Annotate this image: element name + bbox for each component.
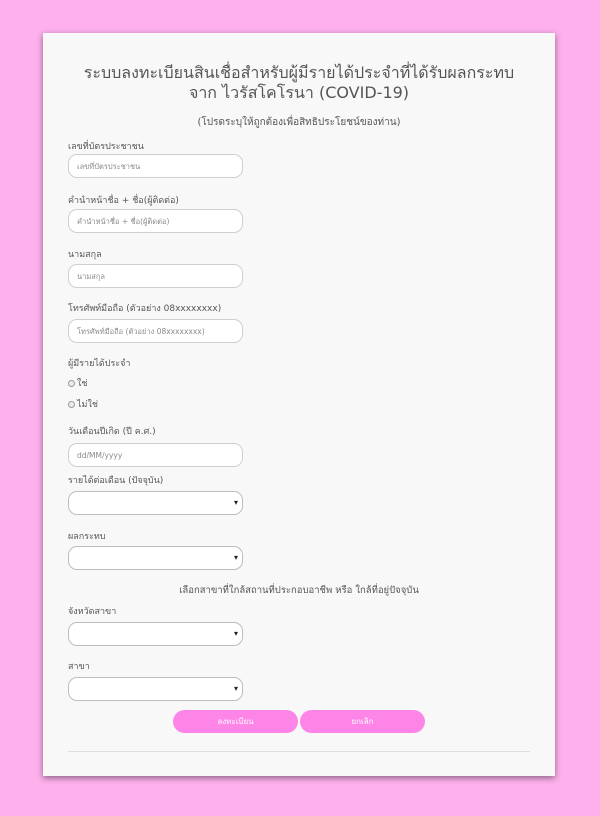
radio-icon[interactable] <box>68 401 75 408</box>
regular-income-no-option[interactable] <box>68 397 98 411</box>
regular-income-yes-option[interactable] <box>68 376 88 390</box>
mobile-input[interactable] <box>68 319 243 343</box>
last-name-input[interactable] <box>68 264 243 288</box>
monthly-income-label: รายได้ต่อเดือน (ปัจจุบัน) <box>68 476 164 486</box>
branch-province-select[interactable] <box>68 622 243 646</box>
first-name-input[interactable] <box>68 209 243 233</box>
mobile-label: โทรศัพท์มือถือ (ตัวอย่าง 08xxxxxxxx) <box>68 304 222 314</box>
chevron-down-icon: ▾ <box>233 498 238 507</box>
birth-date-input[interactable] <box>68 443 243 467</box>
last-name-label: นามสกุล <box>68 250 102 260</box>
chevron-down-icon: ▾ <box>233 629 238 638</box>
birth-date-label: วันเดือนปีเกิด (ปี ค.ศ.) <box>68 427 156 437</box>
regular-income-no-label: ไม่ใช่ <box>77 400 98 410</box>
form-subtitle: (โปรดระบุให้ถูกต้องเพื่อสิทธิประโยชน์ของท่าน) <box>197 117 401 128</box>
branch-province-label: จังหวัดสาขา <box>68 607 117 617</box>
radio-icon[interactable] <box>68 380 75 387</box>
chevron-down-icon: ▾ <box>233 684 238 693</box>
id-card-label: เลขที่บัตรประชาชน <box>68 142 144 152</box>
chevron-down-icon: ▾ <box>233 553 238 562</box>
register-button[interactable]: ลงทะเบียน <box>173 710 298 733</box>
impact-select[interactable] <box>68 546 243 570</box>
regular-income-yes-label: ใช่ <box>77 379 88 389</box>
form-divider <box>68 751 530 752</box>
form-title: ระบบลงทะเบียนสินเชื่อสำหรับผู้มีรายได้ประจำที่ได้รับผลกระทบจาก ไวรัสโคโรนา (COVID-19) <box>83 63 515 102</box>
branch-label: สาขา <box>68 662 90 672</box>
first-name-label: คำนำหน้าชื่อ + ชื่อ(ผู้ติดต่อ) <box>68 196 179 206</box>
id-card-input[interactable] <box>68 154 243 178</box>
cancel-button[interactable]: ยกเลิก <box>300 710 425 733</box>
impact-label: ผลกระทบ <box>68 532 106 542</box>
regular-income-label: ผู้มีรายได้ประจำ <box>68 359 131 369</box>
branch-select[interactable] <box>68 677 243 701</box>
registration-form-card <box>43 33 555 776</box>
branch-section-heading: เลือกสาขาที่ใกล้สถานที่ประกอบอาชีพ หรือ ใกล้ที่อยู่ปัจจุบัน <box>179 585 419 596</box>
monthly-income-select[interactable] <box>68 491 243 515</box>
